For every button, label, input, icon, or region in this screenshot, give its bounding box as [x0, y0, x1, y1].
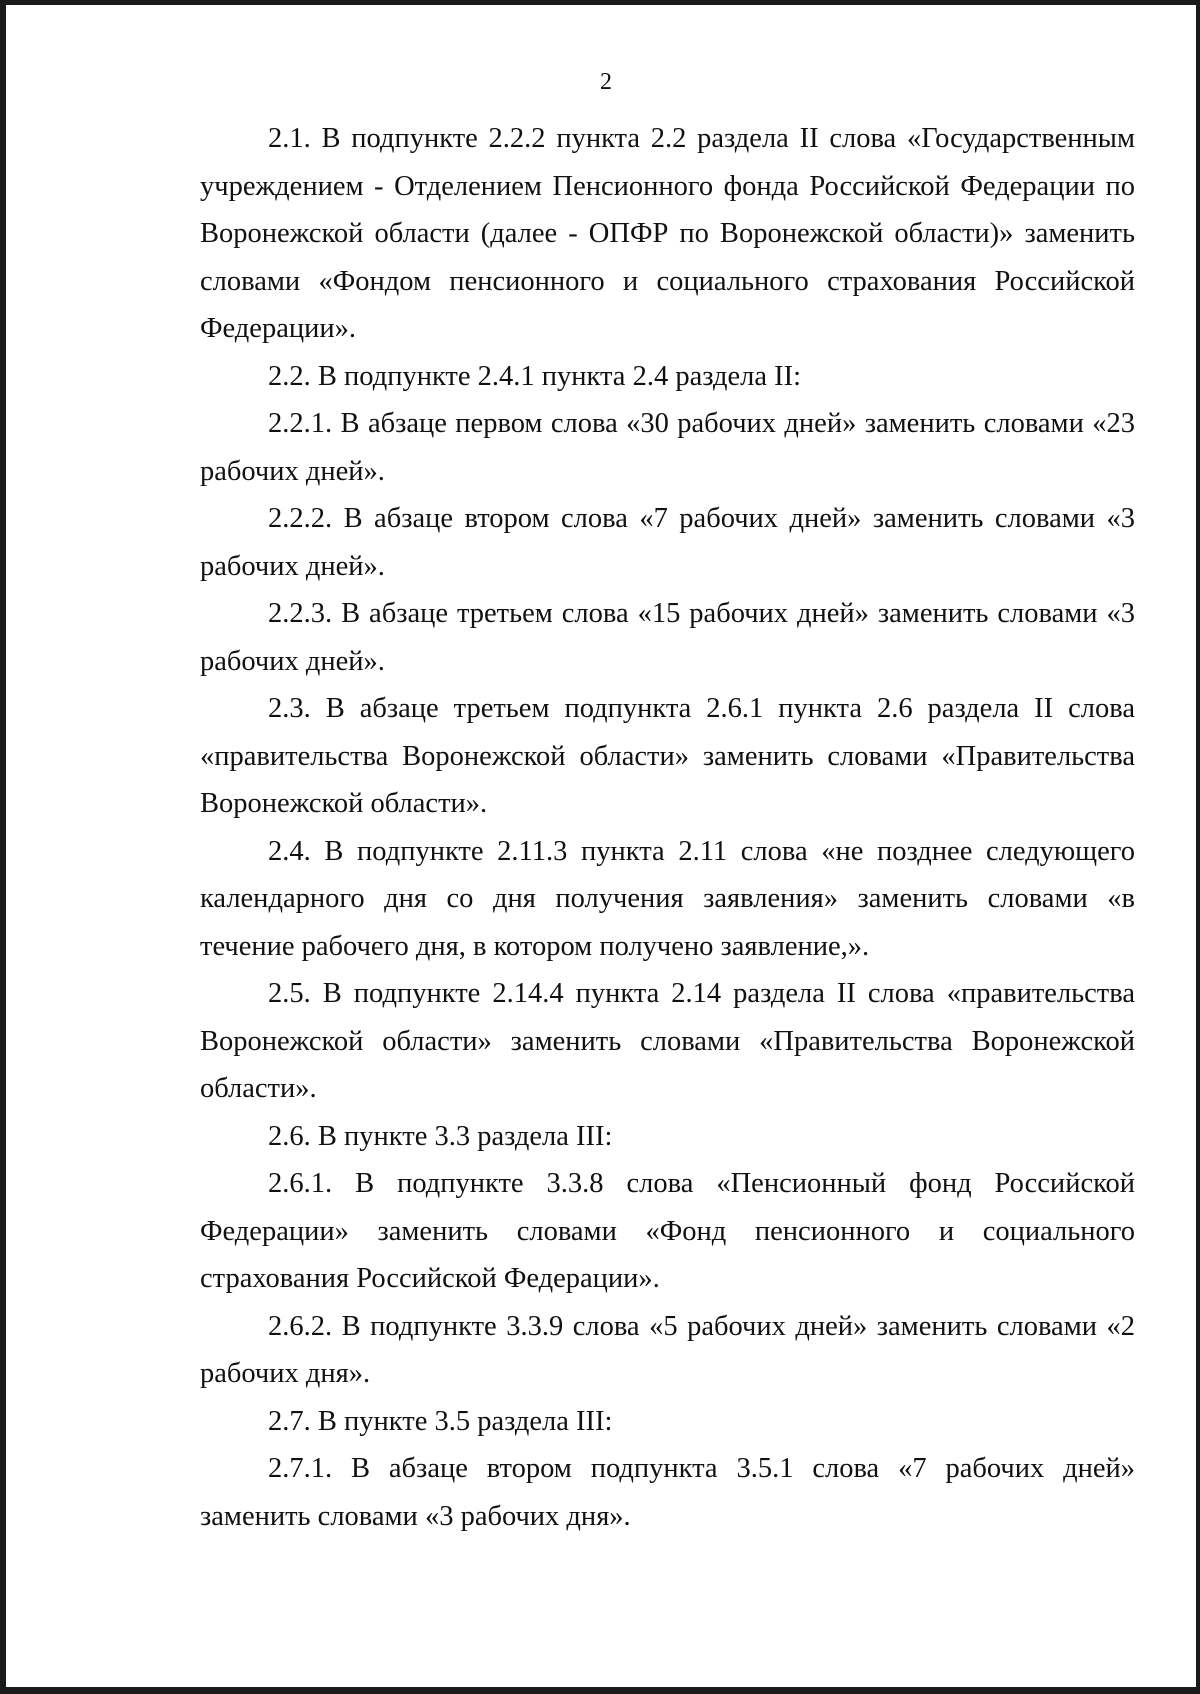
paragraph-2-4: 2.4. В подпункте 2.11.3 пункта 2.11 слова «не позднее следующего календарного дня со дня получения заявления» заменить словами «в течение рабочего дня, в котором получено заявление,». — [200, 835, 1135, 962]
paragraph-2-6-1: 2.6.1. В подпункте 3.3.8 слова «Пенсионный фонд Российской Федерации» заменить словами «Фонд пенсионного и социального страхования Российской Федерации». — [200, 1168, 1135, 1294]
document-body — [200, 115, 1135, 1540]
paragraph-2-1: 2.1. В подпункте 2.2.2 пункта 2.2 раздела II слова «Государственным учреждением - Отделением Пенсионного фонда Российской Федерации по Воронежской области (далее - ОПФР по Воронежской области)» заменить словами «Фондом пенсионного и социального страхования Российской Федерации». — [200, 123, 1135, 344]
paragraph-2-2-1: 2.2.1. В абзаце первом слова «30 рабочих дней» заменить словами «23 рабочих дней». — [200, 408, 1135, 487]
paragraph-2-3: 2.3. В абзаце третьем подпункта 2.6.1 пункта 2.6 раздела II слова «правительства Воронежской области» заменить словами «Правительства Воронежской области». — [200, 693, 1135, 819]
page-number: 2 — [600, 69, 612, 95]
paragraph-2-6-2: 2.6.2. В подпункте 3.3.9 слова «5 рабочих дней» заменить словами «2 рабочих дня». — [200, 1310, 1135, 1389]
paragraph-2-2: 2.2. В подпункте 2.4.1 пункта 2.4 раздела II: — [268, 360, 802, 392]
paragraph-2-5: 2.5. В подпункте 2.14.4 пункта 2.14 раздела II слова «правительства Воронежской области» заменить словами «Правительства Воронежской области». — [200, 978, 1135, 1104]
paragraph-2-7: 2.7. В пункте 3.5 раздела III: — [268, 1405, 613, 1437]
paragraph-2-2-3: 2.2.3. В абзаце третьем слова «15 рабочих дней» заменить словами «3 рабочих дней». — [200, 598, 1135, 677]
paragraph-2-6: 2.6. В пункте 3.3 раздела III: — [268, 1120, 613, 1152]
paragraph-2-7-1: 2.7.1. В абзаце втором подпункта 3.5.1 слова «7 рабочих дней» заменить словами «3 рабочих дня». — [200, 1453, 1135, 1532]
paragraph-2-2-2: 2.2.2. В абзаце втором слова «7 рабочих дней» заменить словами «3 рабочих дней». — [200, 503, 1135, 582]
